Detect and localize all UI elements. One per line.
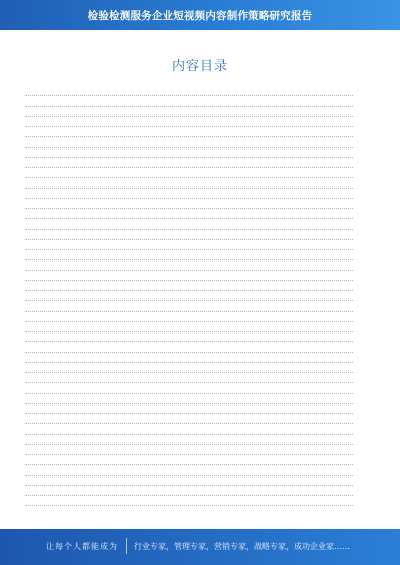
toc-entry[interactable] — [25, 158, 353, 168]
toc-entry[interactable] — [25, 219, 353, 229]
toc-entry[interactable] — [25, 137, 353, 147]
footer-divider — [126, 538, 127, 554]
toc-entry[interactable] — [25, 496, 353, 506]
toc-entry[interactable] — [25, 96, 353, 106]
table-of-contents — [25, 86, 353, 506]
toc-entry[interactable] — [25, 383, 353, 393]
toc-entry[interactable] — [25, 209, 353, 219]
toc-entry[interactable] — [25, 291, 353, 301]
toc-entry[interactable] — [25, 250, 353, 260]
toc-entry[interactable] — [25, 281, 353, 291]
toc-entry[interactable] — [25, 332, 353, 342]
toc-entry[interactable] — [25, 240, 353, 250]
toc-entry[interactable] — [25, 455, 353, 465]
toc-entry[interactable] — [25, 168, 353, 178]
toc-entry[interactable] — [25, 363, 353, 373]
footer-banner — [0, 529, 400, 565]
toc-entry[interactable] — [25, 465, 353, 475]
toc-entry[interactable] — [25, 117, 353, 127]
footer-slogan: 让每个人都能成为 — [46, 542, 118, 551]
toc-entry[interactable] — [25, 353, 353, 363]
toc-entry[interactable] — [25, 127, 353, 137]
toc-entry[interactable] — [25, 424, 353, 434]
toc-heading: 内容目录 — [171, 59, 228, 74]
toc-entry[interactable] — [25, 414, 353, 424]
toc-entry[interactable] — [25, 373, 353, 383]
toc-entry[interactable] — [25, 178, 353, 188]
report-title: 检验检测服务企业短视频内容制作策略研究报告 — [87, 10, 313, 22]
toc-entry[interactable] — [25, 86, 353, 96]
toc-entry[interactable] — [25, 301, 353, 311]
toc-entry[interactable] — [25, 394, 353, 404]
header-banner — [0, 0, 400, 30]
toc-entry[interactable] — [25, 148, 353, 158]
toc-entry[interactable] — [25, 271, 353, 281]
toc-entry[interactable] — [25, 312, 353, 322]
toc-entry[interactable] — [25, 322, 353, 332]
toc-entry[interactable] — [25, 445, 353, 455]
toc-entry[interactable] — [25, 107, 353, 117]
toc-entry[interactable] — [25, 260, 353, 270]
toc-entry[interactable] — [25, 342, 353, 352]
toc-entry[interactable] — [25, 230, 353, 240]
toc-entry[interactable] — [25, 476, 353, 486]
toc-entry[interactable] — [25, 189, 353, 199]
toc-entry[interactable] — [25, 486, 353, 496]
toc-entry[interactable] — [25, 404, 353, 414]
toc-entry[interactable] — [25, 435, 353, 445]
toc-entry[interactable] — [25, 199, 353, 209]
footer-tagline: 行业专家，管理专家，营销专家，战略专家，成功企业家…… — [134, 542, 350, 551]
